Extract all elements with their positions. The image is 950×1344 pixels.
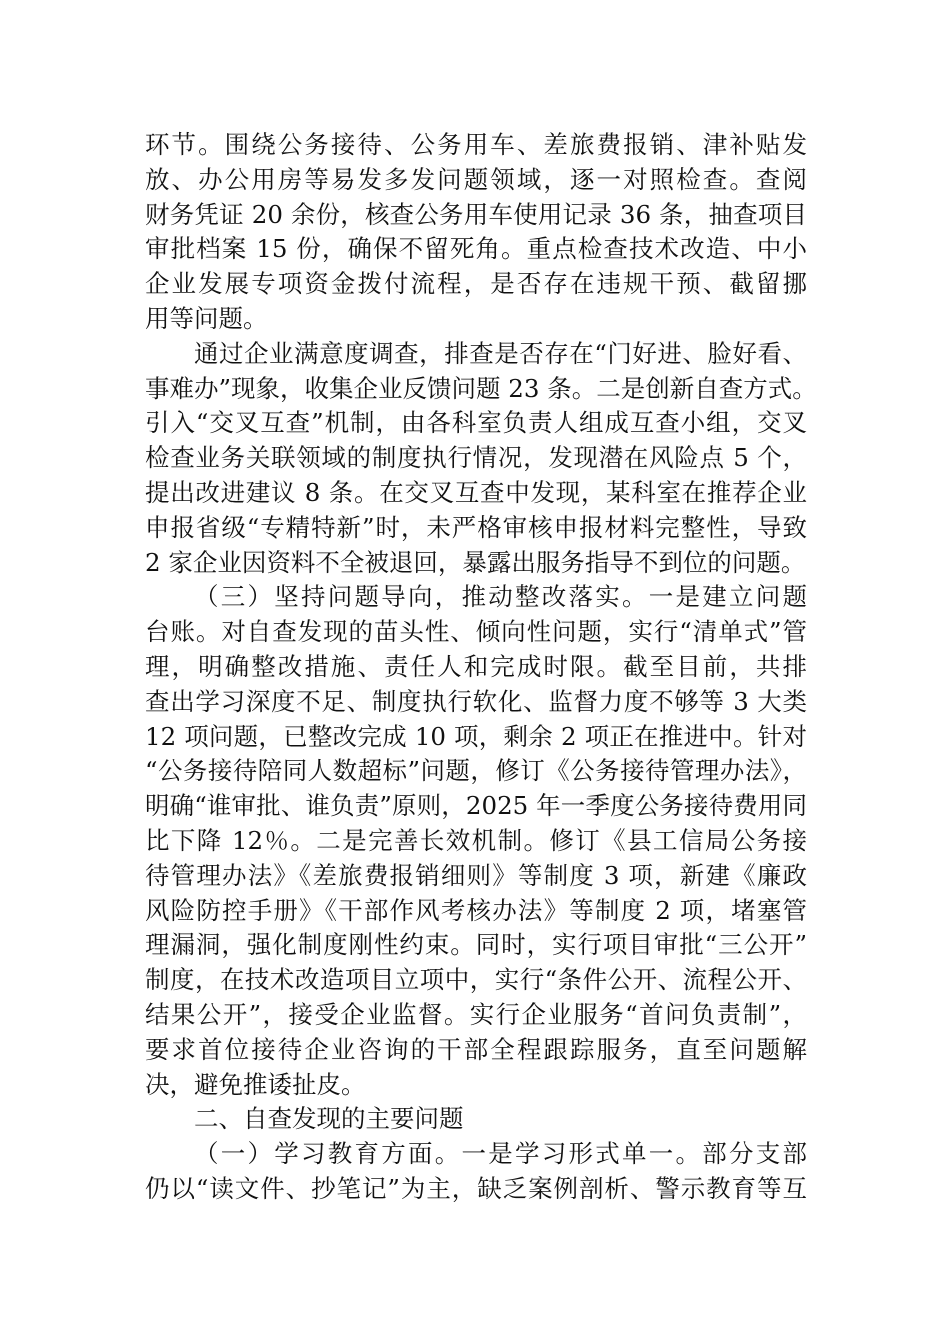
text-line: 12 项问题，已整改完成 10 项，剩余 2 项正在推进中。针对 <box>145 721 807 751</box>
text-line: 查出学习深度不足、制度执行软化、监督力度不够等 3 大类 <box>145 686 807 716</box>
text-line: 事难办”现象，收集企业反馈问题 23 条。二是创新自查方式。 <box>145 373 817 403</box>
text-line: 决，避免推诿扯皮。 <box>145 1069 366 1099</box>
text-line: 申报省级“专精特新”时，未严格审核申报材料完整性，导致 <box>145 512 807 542</box>
text-line: 2 家企业因资料不全被退回，暴露出服务指导不到位的问题。 <box>145 547 806 577</box>
text-line: 通过企业满意度调查，排查是否存在“门好进、脸好看、 <box>194 338 807 368</box>
text-line: 环节。围绕公务接待、公务用车、差旅费报销、津补贴发 <box>145 130 807 159</box>
document-body <box>145 128 817 1207</box>
text-line: 提出改进建议 8 条。在交叉互查中发现，某科室在推荐企业 <box>145 477 807 507</box>
paragraph <box>145 337 817 581</box>
text-line: 台账。对自查发现的苗头性、倾向性问题，实行“清单式”管 <box>145 617 807 647</box>
text-line: （一）学习教育方面。一是学习形式单一。部分支部 <box>194 1139 807 1169</box>
text-line: 放、办公用房等易发多发问题领域，逐一对照检查。查阅 <box>145 164 807 194</box>
text-line: 检查业务关联领域的制度执行情况，发现潜在风险点 5 个， <box>145 443 807 473</box>
text-line: 制度，在技术改造项目立项中，实行“条件公开、流程公开、 <box>145 965 807 995</box>
text-line: 仍以“读文件、抄笔记”为主，缺乏案例剖析、警示教育等互 <box>145 1173 807 1203</box>
text-line: 财务凭证 20 余份，核查公务用车使用记录 36 条，抽查项目 <box>145 199 807 229</box>
text-line: 结果公开”，接受企业监督。实行企业服务“首问负责制”， <box>145 999 807 1029</box>
text-line: 风险防控手册》《干部作风考核办法》等制度 2 项，堵塞管 <box>145 895 807 925</box>
text-line: 明确“谁审批、谁负责”原则，2025 年一季度公务接待费用同 <box>145 791 807 821</box>
text-line: “公务接待陪同人数超标”问题，修订《公务接待管理办法》， <box>145 756 807 786</box>
text-line: 待管理办法》《差旅费报销细则》等制度 3 项，新建《廉政 <box>145 860 807 890</box>
text-line: 用等问题。 <box>145 303 268 333</box>
text-line: 二、自查发现的主要问题 <box>194 1104 464 1134</box>
text-line: 理漏洞，强化制度刚性约束。同时，实行项目审批“三公开” <box>145 930 807 960</box>
text-line: （三）坚持问题导向，推动整改落实。一是建立问题 <box>194 582 807 612</box>
text-line: 理，明确整改措施、责任人和完成时限。截至目前，共排 <box>145 651 807 681</box>
text-line: 企业发展专项资金拨付流程，是否存在违规干预、截留挪 <box>145 269 807 299</box>
paragraph <box>145 128 807 337</box>
text-line: 要求首位接待企业咨询的干部全程跟踪服务，直至问题解 <box>145 1034 807 1064</box>
text-line: 审批档案 15 份，确保不留死角。重点检查技术改造、中小 <box>145 234 807 264</box>
text-line: 引入“交叉互查”机制，由各科室负责人组成互查小组，交叉 <box>145 408 807 438</box>
text-line: 比下降 12％。二是完善长效机制。修订《县工信局公务接 <box>145 825 807 855</box>
paragraph <box>145 580 807 1102</box>
paragraph <box>145 1137 807 1207</box>
paragraph <box>145 1102 807 1137</box>
